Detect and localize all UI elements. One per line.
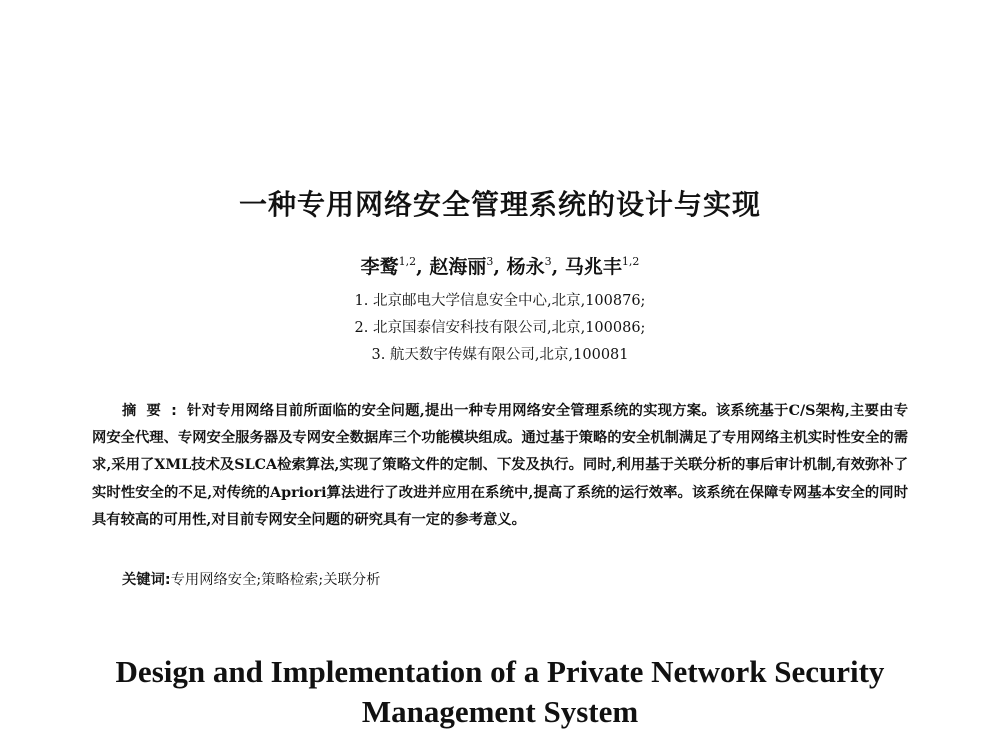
english-title-line-2: Management System xyxy=(361,694,639,729)
keywords xyxy=(122,569,380,589)
author-affiliation-marker: 3 xyxy=(544,255,552,268)
chinese-title: 一种专用网络安全管理系统的设计与实现 xyxy=(238,188,761,221)
author-name: 马兆丰 xyxy=(564,256,622,278)
author-affiliation-marker: 1,2 xyxy=(398,255,417,268)
author-affiliation-marker: 1,2 xyxy=(621,255,640,268)
keywords-label: 关键词: xyxy=(122,572,171,588)
author-name: 李鹜 xyxy=(360,256,399,278)
affiliation-2: 2. 北京国泰信安科技有限公司,北京,100086; xyxy=(354,320,646,336)
english-title-line-1: Design and Implementation of a Private Network Security xyxy=(115,654,885,689)
author-affiliation-marker: 3 xyxy=(486,255,494,268)
author-separator: , xyxy=(551,256,559,278)
english-title xyxy=(0,652,1000,732)
keywords-text: 专用网络安全;策略检索;关联分析 xyxy=(170,572,381,588)
author-name: 杨永 xyxy=(506,256,545,278)
author-separator: , xyxy=(493,256,500,278)
author-list xyxy=(0,252,1000,279)
abstract-label: 摘要: xyxy=(122,403,187,419)
abstract xyxy=(92,398,908,534)
abstract-text: 针对专用网络目前所面临的安全问题,提出一种专用网络安全管理系统的实现方案。该系统基于C/S架构,主要由专网安全代理、专网安全服务器及专网安全数据库三个功能模块组成。通过基于策略的安全机制满足了专用网络主机实时性安全的需求,采用了XML技术及SLCA检索算法,实现了策略文件的定制、下发及执行。同时,利用基于关联分析的事后审计机制,有效弥补了实时性安全的不足,对传统的Apriori算法进行了改进并应用在系统中,提高了系统的运行效率。该系统在保障专网基本安全的同时具有较高的可用性,对目前专网安全问题的研究具有一定的参考意义。 xyxy=(92,403,908,528)
author-name: 赵海丽 xyxy=(429,256,487,278)
affiliation-1: 1. 北京邮电大学信息安全中心,北京,100876; xyxy=(354,293,646,309)
author-separator: , xyxy=(416,256,423,278)
affiliation-3: 3. 航天数宇传媒有限公司,北京,100081 xyxy=(371,347,629,363)
